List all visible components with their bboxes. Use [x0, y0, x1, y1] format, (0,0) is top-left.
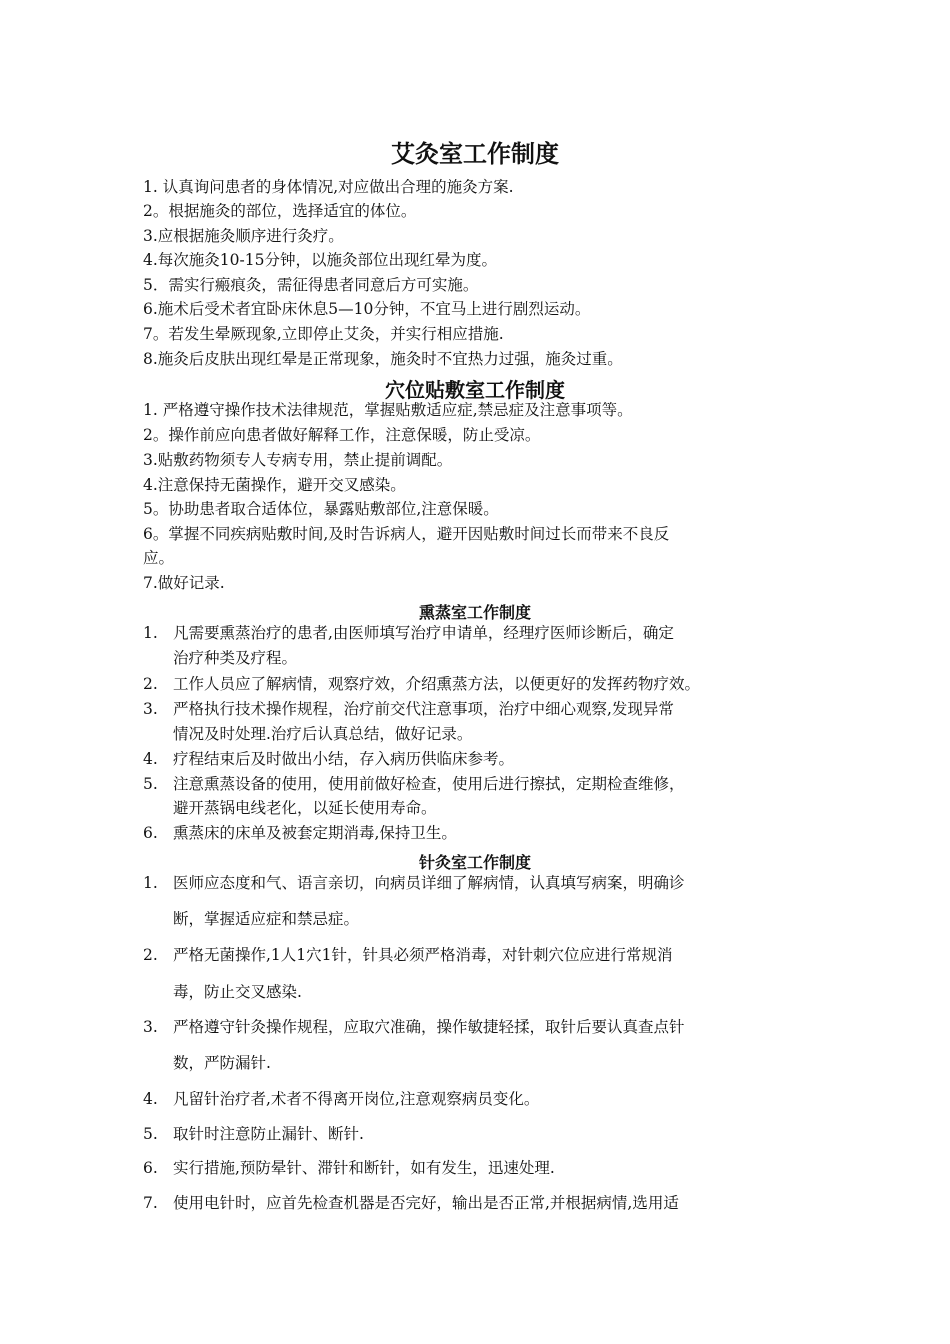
- rule-line: [143, 702, 674, 718]
- rule-text: 熏蒸床的床单及被套定期消毒,保持卫生。: [173, 824, 457, 842]
- rule-text: 工作人员应了解病情，观察疗效，介绍熏蒸方法，以便更好的发挥药物疗效。: [173, 675, 701, 693]
- section-title-moxibustion: 艾灸室工作制度: [391, 140, 559, 168]
- rule-continuation: 治疗种类及疗程。: [173, 649, 298, 667]
- rule-text: 严格无菌操作,1人1穴1针，针具必须严格消毒，对针刺穴位应进行常规消: [173, 946, 673, 964]
- rule-number: 3.: [143, 700, 158, 718]
- rule-line: 8.施灸后皮肤出现红晕是正常现象，施灸时不宜热力过强，施灸过重。: [143, 350, 623, 368]
- rule-text: 取针时注意防止漏针、断针.: [173, 1125, 364, 1143]
- rule-text: 严格执行技术操作规程，治疗前交代注意事项，治疗中细心观察,发现异常: [173, 700, 674, 718]
- rule-number: 5.: [143, 775, 158, 793]
- rule-line: 5．需实行瘢痕灸，需征得患者同意后方可实施。: [143, 276, 479, 294]
- rule-text: 凡需要熏蒸治疗的患者,由医师填写治疗申请单，经理疗医师诊断后，确定: [173, 624, 674, 642]
- rule-line: [143, 1196, 679, 1212]
- rule-text: 凡留针治疗者,术者不得离开岗位,注意观察病员变化。: [173, 1090, 540, 1108]
- rule-line: 3.贴敷药物须专人专病专用，禁止提前调配。: [143, 451, 453, 469]
- rule-number: 4.: [143, 1090, 158, 1108]
- rule-continuation: 数，严防漏针.: [173, 1054, 271, 1072]
- rule-line: [143, 948, 673, 964]
- rule-number: 5.: [143, 1125, 158, 1143]
- rule-line: 3.应根据施灸顺序进行灸疗。: [143, 227, 344, 245]
- rule-line: [143, 752, 514, 768]
- section-title-acupoint-application: 穴位贴敷室工作制度: [385, 378, 565, 402]
- rule-number: 2.: [143, 675, 158, 693]
- rule-text: 医师应态度和气、语言亲切，向病员详细了解病情，认真填写病案，明确诊: [173, 874, 685, 892]
- rule-number: 1.: [143, 624, 158, 642]
- rule-line: 5。协助患者取合适体位，暴露贴敷部位,注意保暖。: [143, 500, 499, 518]
- rule-continuation: 避开蒸锅电线老化，以延长使用寿命。: [173, 799, 437, 817]
- section-title-acupuncture: 针灸室工作制度: [418, 853, 531, 872]
- rule-text: 严格遵守针灸操作规程，应取穴准确，操作敏捷轻揉，取针后要认真查点针: [173, 1018, 685, 1036]
- rule-number: 7.: [143, 1194, 158, 1212]
- rule-number: 6.: [143, 824, 158, 842]
- rule-line: [143, 876, 685, 892]
- rule-text: 使用电针时，应首先检查机器是否完好，输出是否正常,并根据病情,选用适: [173, 1194, 679, 1212]
- rule-line: [143, 626, 674, 642]
- rule-line: [143, 1092, 539, 1108]
- rule-continuation: 毒，防止交叉感染.: [173, 983, 302, 1001]
- rule-line: [143, 1161, 555, 1177]
- rule-continuation: 断，掌握适应症和禁忌症。: [173, 910, 360, 928]
- rule-line: 1. 严格遵守操作技术法律规范，掌握贴敷适应症,禁忌症及注意事项等。: [143, 401, 633, 419]
- rule-continuation: 情况及时处理.治疗后认真总结，做好记录。: [173, 725, 473, 743]
- rule-line: 1. 认真询问患者的身体情况,对应做出合理的施灸方案.: [143, 178, 514, 196]
- rule-text: 疗程结束后及时做出小结，存入病历供临床参考。: [173, 750, 515, 768]
- rule-line: 4.注意保持无菌操作，避开交叉感染。: [143, 476, 406, 494]
- rule-line: 应。: [143, 549, 175, 567]
- rule-text: 注意熏蒸设备的使用，使用前做好检查，使用后进行擦拭，定期检查维修，: [173, 775, 685, 793]
- rule-line: 2。根据施灸的部位，选择适宜的体位。: [143, 202, 417, 220]
- rule-number: 3.: [143, 1018, 158, 1036]
- rule-number: 4.: [143, 750, 158, 768]
- rule-line: 6.施术后受术者宜卧床休息5—10分钟，不宜马上进行剧烈运动。: [143, 300, 591, 318]
- rule-line: 2。操作前应向患者做好解释工作，注意保暖，防止受凉。: [143, 426, 541, 444]
- rule-line: [143, 1020, 685, 1036]
- rule-line: [143, 677, 700, 693]
- rule-line: [143, 1127, 364, 1143]
- rule-line: [143, 826, 457, 842]
- rule-text: 实行措施,预防晕针、滞针和断针，如有发生，迅速处理.: [173, 1159, 555, 1177]
- rule-line: 6。掌握不同疾病贴敷时间,及时告诉病人，避开因贴敷时间过长而带来不良反: [143, 525, 670, 543]
- rule-line: [143, 777, 685, 793]
- section-title-fumigation: 熏蒸室工作制度: [418, 603, 531, 622]
- rule-line: 7.做好记录.: [143, 574, 225, 592]
- rule-number: 1.: [143, 874, 158, 892]
- rule-line: 7。若发生晕厥现象,立即停止艾灸，并实行相应措施.: [143, 325, 504, 343]
- rule-line: 4.每次施灸10-15分钟，以施灸部位出现红晕为度。: [143, 251, 497, 269]
- rule-number: 2.: [143, 946, 158, 964]
- rule-number: 6.: [143, 1159, 158, 1177]
